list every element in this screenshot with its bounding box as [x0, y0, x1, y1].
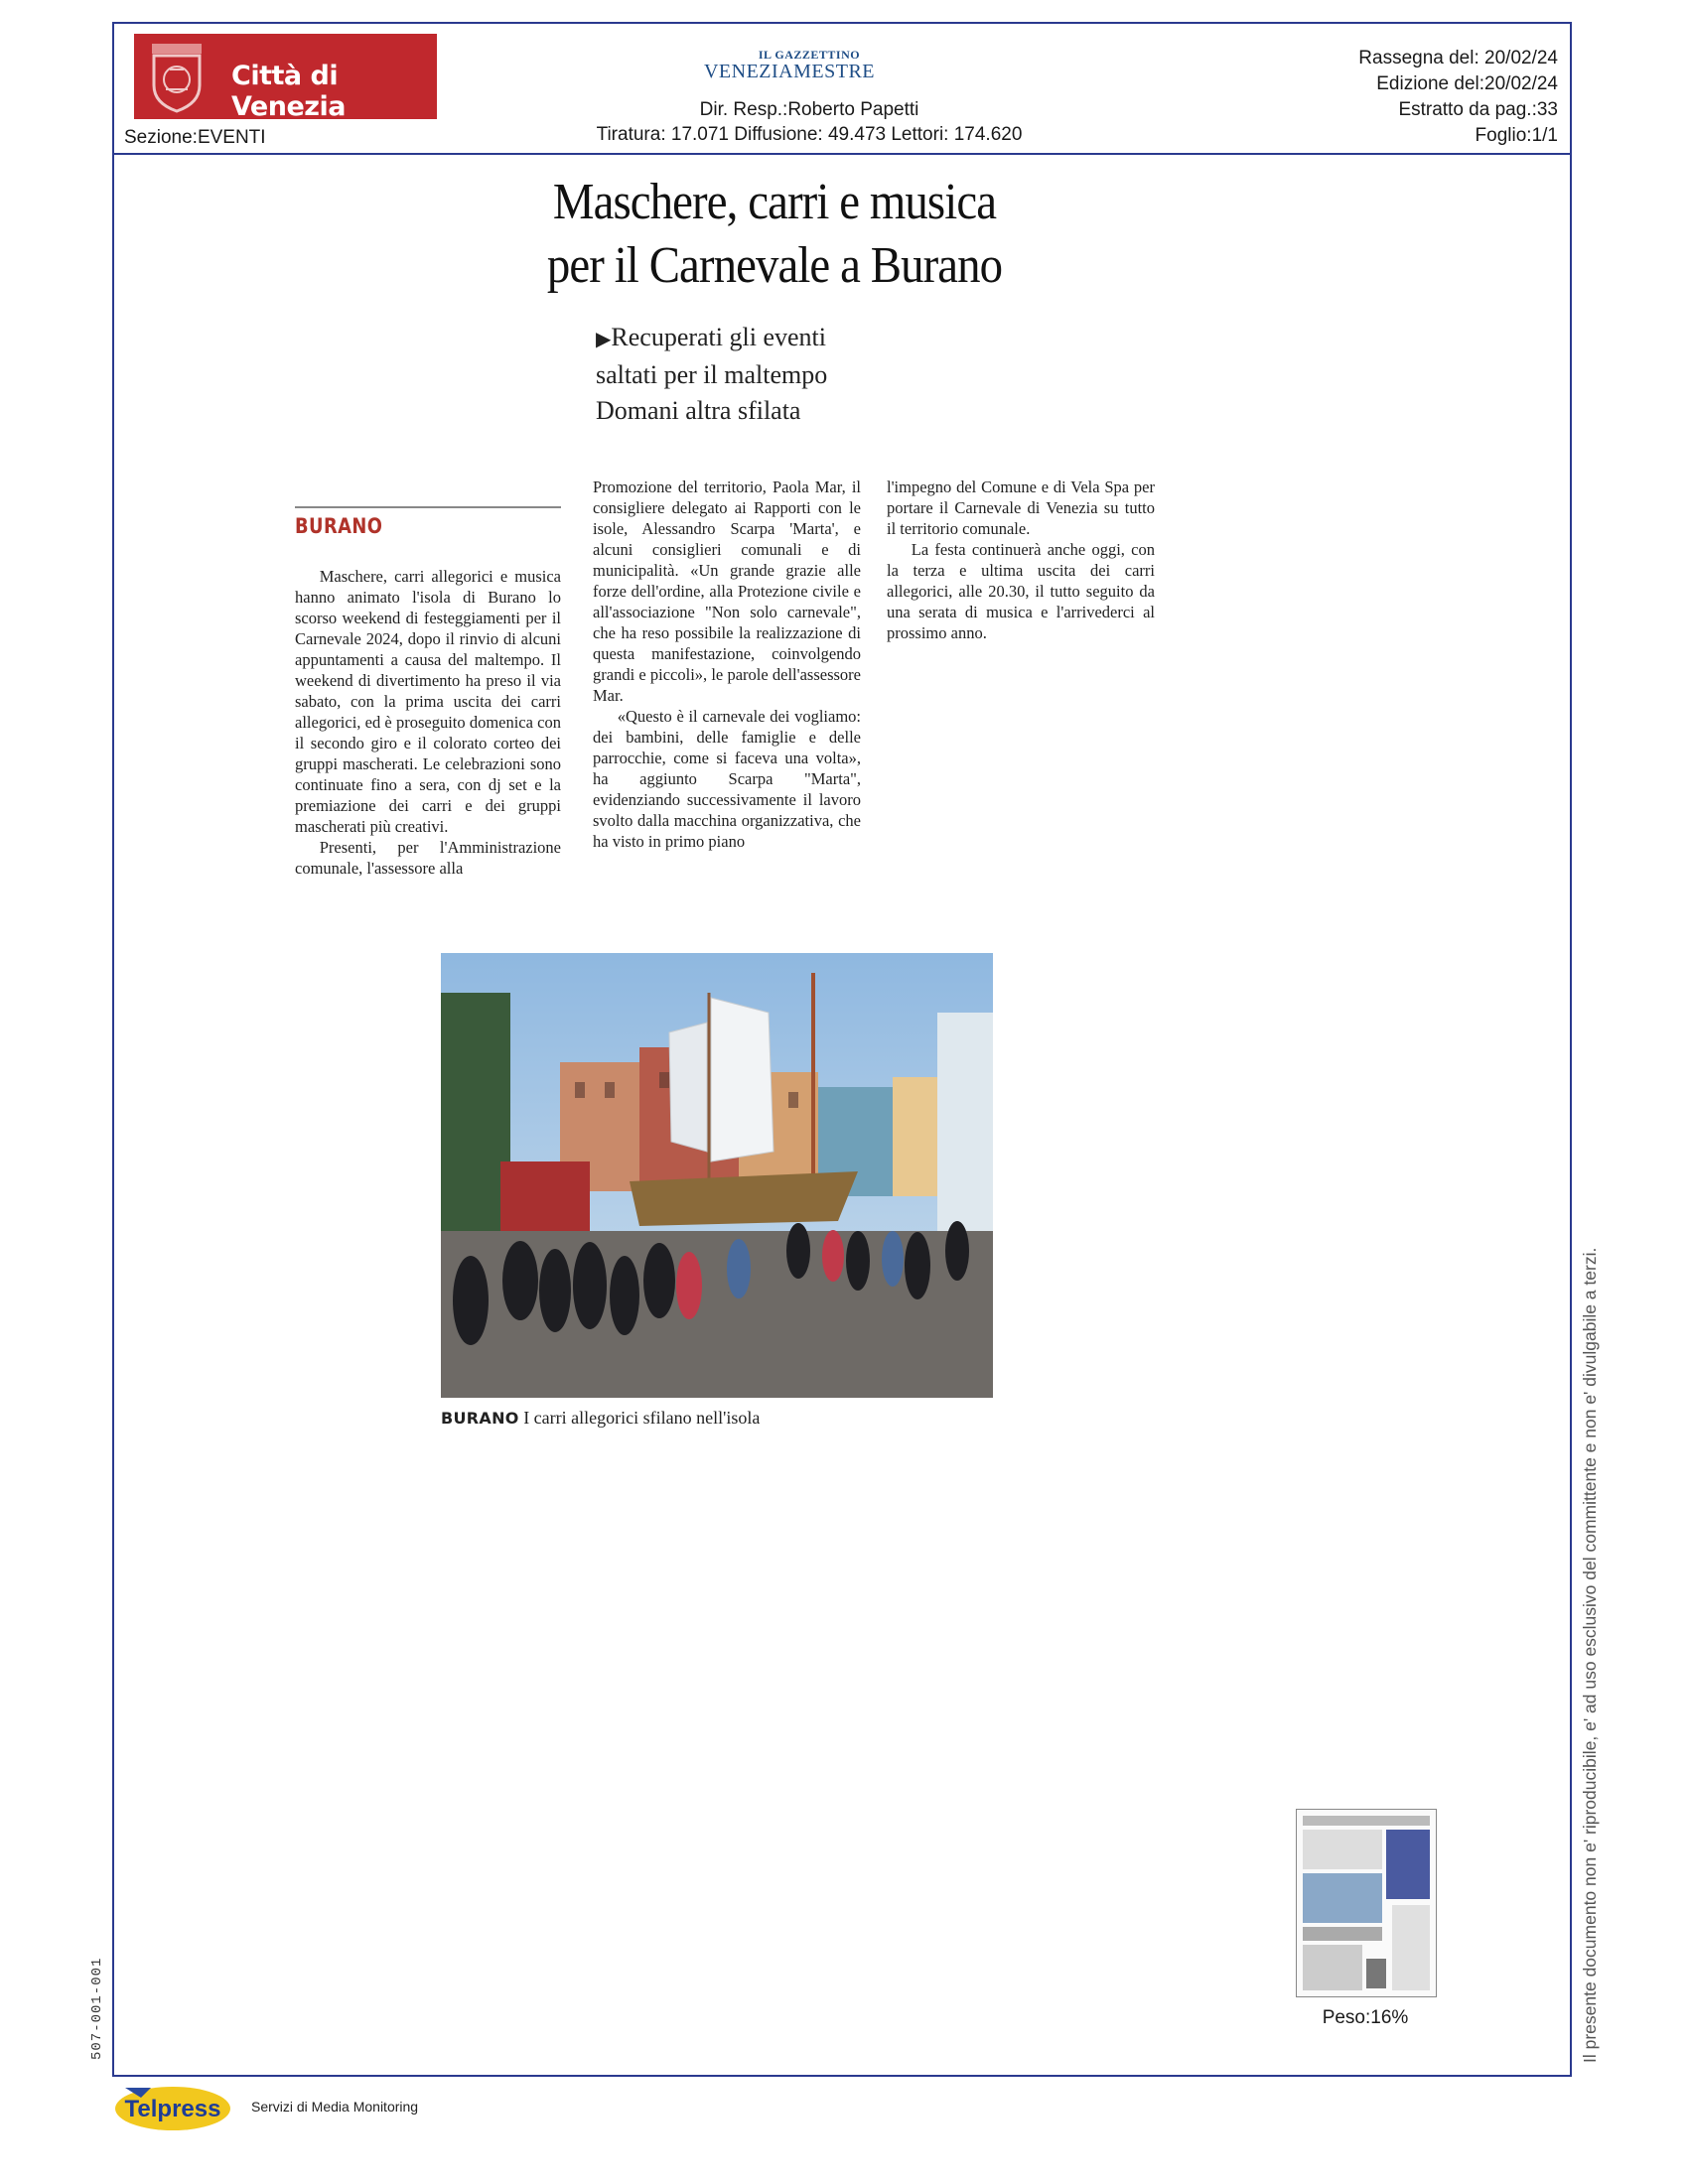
- article-column-3: [887, 477, 1155, 643]
- page-thumbnail-image: [1297, 1810, 1436, 1996]
- paragraph: «Questo è il carnevale dei vogliamo: dei bambini, delle famiglie e delle parrocchie, come si faceva una volta», ha aggiunto Scarpa "Marta", evidenziando successivamente il lavoro svolto dalla macchina organizzativa, che ha visto in primo piano: [593, 707, 861, 851]
- weight-label: Peso:16%: [1322, 2007, 1409, 2028]
- circulation-line: Tiratura: 17.071 Diffusione: 49.473 Lettori: 174.620: [596, 124, 1023, 145]
- sub-line-3: Domani altra sfilata: [596, 396, 801, 425]
- paragraph: l'impegno del Comune e di Vela Spa per portare il Carnevale di Venezia su tutto il territorio comunale.: [887, 478, 1155, 538]
- masthead-top: IL GAZZETTINO: [758, 48, 861, 62]
- article-photo: [441, 953, 993, 1398]
- section-label: Sezione:EVENTI: [124, 127, 266, 148]
- paragraph: Presenti, per l'Amministrazione comunale, l'assessore alla: [295, 838, 561, 878]
- venice-crest-icon: [144, 40, 210, 113]
- clipping-header: [114, 24, 1570, 155]
- telpress-logo: [111, 2078, 234, 2135]
- document-code: 507-001-001: [89, 1957, 105, 2060]
- article-headline: [497, 171, 1052, 298]
- foglio-count: Foglio:1/1: [1475, 125, 1558, 146]
- city-logo: [134, 34, 437, 122]
- sub-line-1: Recuperati gli eventi: [611, 323, 826, 351]
- carnival-parade-illustration: [441, 953, 993, 1398]
- caption-label: BURANO: [441, 1409, 519, 1428]
- article-subheadline: [596, 320, 953, 429]
- director-line: Dir. Resp.:Roberto Papetti: [699, 99, 919, 120]
- city-logo-text: Città di Venezia: [231, 61, 346, 122]
- newspaper-masthead: [655, 48, 923, 83]
- article-column-1: [295, 566, 561, 879]
- edizione-date: Edizione del:20/02/24: [1376, 73, 1558, 94]
- paragraph: La festa continuerà anche oggi, con la terza e ultima uscita dei carri allegorici, alle 20.30, il tutto seguito da una serata di musica e l'arrivederci al prossimo anno.: [887, 540, 1155, 642]
- copyright-notice: Il presente documento non e' riproducibile, e' ad uso esclusivo del committente e non e' divulgabile a terzi.: [1580, 1247, 1600, 2063]
- paragraph: Promozione del territorio, Paola Mar, il consigliere delegato ai Rapporti con le isole, Alessandro Scarpa 'Marta', e alcuni consiglieri comunali e di municipalità. «Un grande grazie alle forze dell'ordine, alla Protezione civile e all'associazione "Non solo carnevale", che ha reso possibile la realizzazione di questa manifestazione, coinvolgendo grandi e piccoli», le parole dell'assessore Mar.: [593, 478, 861, 705]
- caption-text: I carri allegorici sfilano nell'isola: [518, 1408, 761, 1428]
- article-column-2: [593, 477, 861, 852]
- monitoring-services-label: Servizi di Media Monitoring: [251, 2099, 419, 2115]
- rassegna-date: Rassegna del: 20/02/24: [1358, 48, 1558, 68]
- triangle-right-icon: ▶: [596, 329, 612, 350]
- telpress-logo-text: Telpress: [124, 2096, 221, 2122]
- page-thumbnail: [1296, 1809, 1437, 1997]
- headline-line-1: Maschere, carri e musica: [552, 174, 997, 230]
- headline-line-2: per il Carnevale a Burano: [546, 237, 1003, 294]
- article-kicker: BURANO: [295, 514, 383, 538]
- sub-line-2: saltati per il maltempo: [596, 360, 828, 389]
- masthead-bottom: VENEZIAMESTRE: [703, 61, 876, 82]
- kicker-rule: [295, 506, 561, 508]
- paragraph: Maschere, carri allegorici e musica hanno animato l'isola di Burano lo scorso weekend di festeggiamenti per il Carnevale 2024, dopo il rinvio di alcuni appuntamenti a causa del maltempo. Il weekend di divertimento ha preso il via sabato, con la prima uscita dei carri allegorici, ed è proseguito domenica con il secondo giro e il colorato corteo dei gruppi mascherati. Le celebrazioni sono continuate fino a sera, con dj set e la premiazione dei carri e dei gruppi mascherati più creativi.: [295, 567, 561, 836]
- clipping-meta: [1358, 46, 1558, 149]
- photo-caption: [441, 1408, 760, 1429]
- estratto-page: Estratto da pag.:33: [1398, 99, 1558, 120]
